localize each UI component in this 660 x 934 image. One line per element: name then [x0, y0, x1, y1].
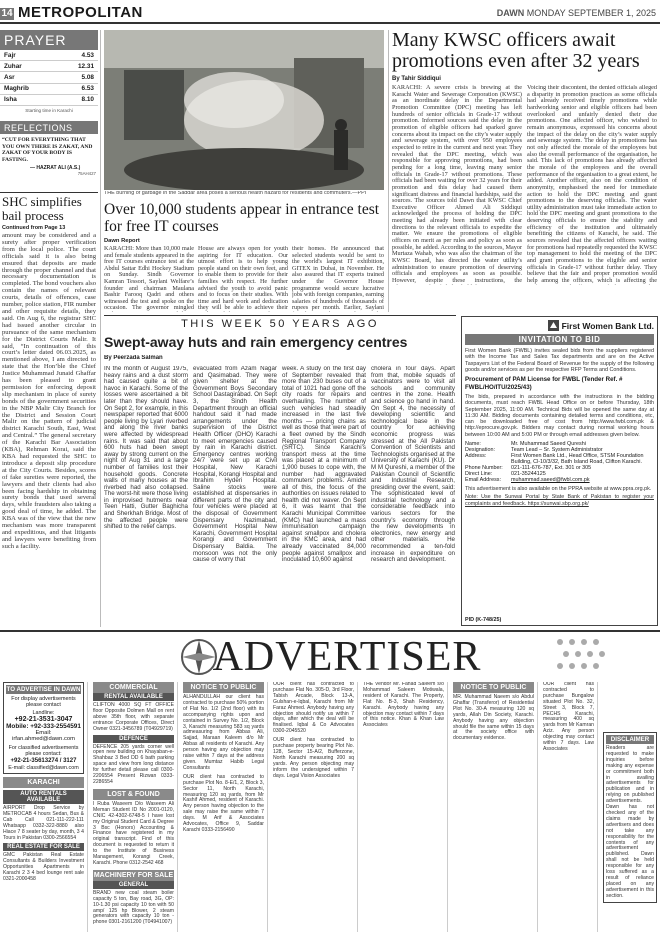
notice-ad-6: MR. Muhammad Naeem s/o Abdul Ghaffar (Transferor) of Residential Plot No. 30-A measuring 120 sq yards, Allah Din Society, Karachi. Anybody having any objection should file the same within 15 days at the society office with documentary evidence. — [453, 694, 534, 742]
city-header: KARACHI — [3, 777, 84, 788]
sidebar-story — [0, 195, 98, 627]
notice-ad-4: OUR client has contracted to purchase property bearing Plot No. 128, Sector 15-A/2, Bufferzone, North Karachi measuring 200 sq yards. Any person objecting may inform the undersigned within 7 days. Legal Vision Associates — [273, 737, 354, 779]
advertise-info-mobile — [6, 723, 81, 730]
defence-ad: DEFENCE 205 yards corner well open new building on Khayaban-e-Shahbaz 3 Bed DD 6 bath parking space and view from long distance for further detail please call 0300-2206554 Present Rizwan 0333-2286554 — [93, 743, 174, 785]
fifty-years-headline: Swept-away huts and rain emergency centres — [104, 334, 408, 350]
reflections-quote: “CUT FOR EVERYTHING THAT YOU OWN THERE IS ZAKAT, AND ZAKAT OF YOUR BODY IS FASTING. — [2, 137, 93, 163]
fifty-years-body — [104, 366, 456, 624]
photo-caption: THE burning of garbage in the Saddar area poses a serious health hazard for residents and commuters.—PPI — [104, 191, 367, 196]
advertise-info-text-1: For display advertisements please contact — [11, 696, 76, 708]
exam-story-headline: Over 10,000 students appear in entrance test for free IT courses — [104, 202, 380, 235]
advertise-info-mobile-label: Mobile: — [6, 723, 29, 730]
fifty-years-banner: THIS WEEK 50 YEARS AGO — [181, 318, 379, 330]
classified-col-8 — [600, 682, 660, 932]
bank-ad — [461, 316, 658, 626]
classified-col-1 — [0, 682, 88, 932]
prayer-box — [0, 30, 98, 114]
sidebar-divider — [100, 30, 101, 627]
contact-phone: 021-111-676-787, Ext. 301 or 305 — [511, 465, 592, 472]
real-estate-header: REAL ESTATE FOR SALE — [3, 843, 84, 851]
contact-email-label: Email Address: — [465, 477, 501, 484]
page-number: 14 — [1, 8, 13, 19]
fifty-years-col-4: cholera in four days. Apart from that, mobile squads of vaccinators were to visit all schools and community centres in the zone. Health and science go hand in hand. On Sept 4, the necessity of developing scientific and technological base in the country for achieving economic progress was stressed at the All Pakistan Convention of Scientists and Technologists organised at the University of Karachi (KU). Dr M M Qureshi, a member of the Pakistan Council of Scientific and Industrial Research, presiding over the event, said: The sophisticated level of industrial technology and a considerable feedback into various sectors for the country’s economy through the new developments in electronics, new energy and other materials. He recommended a ten-fold increase in expenditure on research and development. — [371, 366, 455, 564]
contact-dir-label: Direct Line: — [465, 471, 493, 478]
sidebar-rule — [0, 192, 98, 193]
rental-ad: CLIFTON 4000 SQ FT OFFICE floor Opposite Dolmen Mall on rent above 35th floor, with separate entrance Corporate Offices, Direct Owner 0321-3456789 (T04929719) — [93, 702, 174, 732]
advertise-info-email — [6, 730, 81, 742]
contact-name: Mr. Muhammad Saeed Qureshi — [511, 441, 586, 448]
lead-story-headline: Many KWSC officers await promotions even after 32 years — [392, 30, 640, 72]
prayer-note: Starting time in Karachi — [25, 107, 73, 113]
defence-header: DEFENCE — [93, 735, 174, 743]
notice-header-1: NOTICE TO PUBLIC — [183, 682, 264, 693]
prayer-time: 6.53 — [81, 85, 94, 93]
bank-ad-body: The bids, prepared in accordance with the instructions in the bidding documents, must reach FWBL Head Office on or before Thursday, 18th September 2025, 11:00 AM. Technical Bids will be opened the same day at 11:30 AM. Bidding documents containing detailed terms and conditions, etc, can be downloaded free of cost from http://www.fwbl.com.pk & http://eprocure.gov.pk. Bidders may contact during normal working hours between 10:00 AM and 5:00 PM or through email addresses given below. — [465, 394, 654, 438]
lead-story-body-2: Voicing their discontent, the denied officials alleged a disparity in promotion practices as some officials had already received timely promotions while hardworking senior and eligible officers had been overlooked and unfairly denied their due promotions. One affected officer, who wished to remain anonymous, expressed his concerns about the impact of the delay on the city’s water supply and sewerage system. The delay in promotions has not only affected the morale of the employees but also the overall performance of the organisation, he said. This lack of promotions has already affected the morale of the employees and the overall performance of the organisation to a great extent, he added. Another officer, also on the condition of anonymity, emphasised the need for immediate action to hold the DPC meeting and grant promotions to the deserving officials. The water utility administration must take immediate action to hold the DPC meeting and grant promotions to the deserving officials to ensure the stability and efficiency of the institution and ultimately benefiting the citizens of Karachi, he said. The sources revealed that the affected officers waiting for promotions had repeatedly requested the KWSC top management to hold the meeting of the DPC and grant promotions to the eligible and senior officials in Grade-17 without further delay. They believe that the fair and proper promotion would help among the officers, which is affecting the — [527, 85, 657, 285]
masthead-rule — [0, 22, 660, 24]
advertise-info-text-2: For classified advertisements please contact: — [8, 745, 79, 757]
prayer-time: 8.10 — [81, 96, 94, 104]
bank-ad-note: Note: Use the Sunwai Portal by State Bank of Pakistan to register your complaints and feedback. https://sunwai.sbp.org.pk/ — [465, 494, 654, 507]
exam-story-col-2: House are always open for youth aspiring for IT education. Our utmost effort is to help young people stand on their own feet, and to enable them to provide for their families with respect. He further advised the youth to avoid panic and to focus on their studies. With time and hard work and dedication they will be able to achieve their — [198, 246, 288, 312]
fifty-years-col-1: IN the month of August 1975, heavy rains and a dust storm had caused quite a bit of havoc in Karachi. Some of the losses were ascertained a bit later than they should have. On Sept 2, for example, in this newspaper reported that 6000 people living by Lyari riverbed and along the river banks were affected by widespread rains. It was said that about 600 huts had been swept away by strong current on the night of Aug 31 and a large number of families lost their household goods. Concrete walls of many houses at the riverbed had also collapsed. The worst-hit were those living in improvised hutments near Teen Hatti, Gutter Baghicha and Sherkhah Bridge. Most of the affected people were shifted to the relief camps. — [104, 366, 188, 531]
disclaimer-text: Readers are requested to make inquiries before making any expense or commitment both in availing advertisements for publication and in relying on published advertisements. Dawn has not checked any of the claims made by advertisers and does not take any responsibility for the contents of any advertisement published. Dawn shall not be held responsible for any loss suffered as a result of reliance placed on any advertisement in this section. — [606, 745, 654, 899]
advertiser-title: ADVERTISER — [212, 634, 482, 680]
disclaimer-box — [603, 732, 657, 903]
bank-name: First Women Bank Ltd. — [561, 320, 654, 331]
prayer-name: Zuhar — [4, 62, 22, 70]
bank-ad-intro: First Women Bank (FWBL) invites sealed bids from the suppliers registered with the Income Tax and Sales Tax departments and are on the Active Taxpayers List of the Federal Board of Revenue for the supply of the following goods and/or services as per the respective RFP Terms and Conditions. — [465, 348, 654, 373]
fifty-years-col-2: evacuated from Azam Nagar and Qasimabad. They were given shelter at the Government Boys Secondary School Dastagirabad. On Sept 3, the Sindh Health Department through an official handout said it had made arrangements under the supervision of the District Health Officer (DHO) Karachi to meet emergencies caused by rain in Karachi district. Emergency centres working 24/7 were set up at Civil Hospital, New Karachi Hospital, Korangi Hospital and Ibrahim Hyderi Hospital. Saline stocks were established at dispensaries in different parts of the city and four vehicles were placed at the disposal of Government Dispensary Nazimabad, Government Hospital New Karachi, Government Hospital Korangi and Government Dispensary Baldia. The monsoon was not the only cause of worry that — [193, 366, 277, 564]
machinery-ad: BRAND new coal steam boiler capacity 5 ton, Bay road, 3G, OP: 10-1.30 psi capacity 10 ton with 50 amp/ 125 hp Blower, 2 steam generators with capacity 10 ton - phone 0301-2161200 (T04941007) — [93, 889, 174, 926]
lost-found-ad: I Ruba Waseem D/o Waseem Ali Meman Student ID No 2001-0120, CNIC 42-4302-6748-5 I have lost my Original Student Card & Degree 3 Bsc (Honors) Accounting & Finance have registered in my original transcript. Find of this document is requested to return it to the Institute of Business Management, Korangi Creek, Karachi. Phone 0312-2542 468 — [93, 800, 174, 866]
fifty-years-col-3: week. A study on the first day of September revealed that more than 230 buses out of a total of 1021 had gone off the city roads for repairs and overhauling. The number of such vehicles had steadily increased in the last five months — pricing chains as well as those that were part of a fleet owned by the Sindh Regional Transport Company (SRTC). Since Karachi’s transport mess at the time was placed at a minimum of 1,900 buses to cope with, the number had aggravated commuters’ problems. Amidst all of this, the focus of the authorities on issues related to health did not waver. On Sept 6, it was learnt that the Karachi Municipal Committee (KMC) had launched a mass immunisation campaign against smallpox and cholera in the KMC area, and had already vaccinated 84,000 people against smallpox and inoculated 10,600 against — [282, 366, 366, 564]
lead-divider — [388, 30, 389, 312]
garbage-photo-art — [104, 30, 384, 190]
lead-story-byline: By Tahir Siddiqui — [392, 76, 441, 82]
exam-story — [104, 202, 384, 312]
prayer-time: 5.08 — [81, 73, 94, 81]
reflections-box — [0, 121, 98, 187]
prayer-title: PRAYER — [0, 30, 98, 50]
section-title: METROPOLITAN — [18, 4, 143, 21]
commercial-header: COMMERCIAL — [93, 682, 174, 693]
prayer-name: Fajr — [4, 51, 16, 59]
prayer-row — [0, 72, 98, 83]
contact-phone-label: Phone Number: — [465, 465, 503, 472]
prayer-name: Isha — [4, 96, 17, 104]
prayer-name: Asr — [4, 73, 15, 81]
bank-ad-contacts — [465, 441, 654, 483]
contact-dir: 021-35244125 — [511, 471, 546, 478]
fifty-years-byline: By Peerzada Salman — [104, 355, 163, 361]
masthead-dateline — [420, 8, 656, 20]
auto-rentals-ad: AIRPORT Drop Service by METROCAB 4 hours Sedan, Bus & Cab Call 021-111-222-111 Whatsapp 0332-322-8880 also Hiace 7 8 seater by day, month, 3 4 Tours in Pakistan 0300-2566554 — [3, 805, 84, 841]
notice-ad-1: ALHANDULLAH our client has contracted to purchase 50% portion of Flat No. 1/2 (2nd floor) with its accompanying rights upon and contained in Survey No. 1/2, Block 3, Karachi measuring 583 sq yards admeasuring from Abbas Ali, Sajjad, Maraan Kaleem d/o Mr Abbas all residents of Karachi. Any person having any objection may raise within 7 days at the address given. Mumtaz Habib Legal Consultants — [183, 694, 264, 771]
disclaimer-title: DISCLAIMER — [606, 735, 654, 744]
fifty-years-top-rule — [104, 315, 456, 316]
advertise-info-phone: +92-21-3531-3047 — [14, 716, 73, 723]
contact-name-label: Name: — [465, 441, 481, 448]
notice-ad-3: OUR client has contracted to purchase Flat No. 305-D, 3rd Floor, Tabish Arcade, Block 13-A, Gulshan-e-Iqbal, Karachi from Mr Faraz Ahmed. Anybody having any objection should notify us within 7 days, after which the deal will be finalised. Iqbal & Co Advocates 0300-2045520 — [273, 682, 354, 735]
advertise-info-landline-label: Landline: — [32, 710, 55, 716]
prayer-row — [0, 50, 98, 61]
prayer-row — [0, 61, 98, 72]
classified-col-6 — [450, 682, 538, 932]
classified-col-3 — [180, 682, 268, 932]
issue-date: MONDAY SEPTEMBER 1, 2025 — [526, 8, 656, 18]
reflections-ref: 75AH427 — [77, 171, 96, 177]
advertise-info-phone2: +92-21-35613274 / 3127 — [10, 758, 77, 764]
prayer-name: Maghrib — [4, 85, 29, 93]
auto-rentals-header: AUTO RENTALS AVAILABLE — [3, 790, 84, 804]
real-estate-ad: GMC Pakistan Real Estate Consultants & Builders Investment Opportunities Apartments in Karachi 2 3 4 bed lounge rent sale 0321-2000458 — [3, 852, 84, 883]
notice-header-2: NOTICE TO PUBLIC — [453, 682, 534, 693]
bank-ad-title: INVITATION TO BID — [465, 334, 654, 345]
contact-desig-label: Designation: — [465, 447, 495, 454]
advertise-info-title: TO ADVERTISE IN DAWN — [6, 686, 81, 693]
rental-header: RENTAL AVAILABLE — [93, 693, 174, 701]
bank-ad-pid: PID (K-748/25) — [465, 617, 502, 623]
prayer-time: 4.53 — [81, 51, 94, 59]
advertise-info-email-label: Email: — [35, 730, 52, 736]
contact-addr-label: Address: — [465, 453, 487, 460]
banner-dots-decoration — [520, 632, 660, 680]
bank-ad-footer: This advertisement is also available on the PPRA website at www.ppra.org.pk. — [465, 486, 652, 493]
contact-desig: Team Lead – Sr. System Administrator — [511, 447, 603, 454]
reflections-title: REFLECTIONS — [0, 121, 98, 134]
sidebar-story-continued: Continued from Page 13 — [2, 225, 66, 231]
advertise-info-email-address[interactable]: irfan.ahmed@dawn.com — [12, 736, 75, 742]
paper-name: DAWN — [496, 8, 525, 18]
notice-ad-5: THE Vendor Mr. Fahad Saleem s/o Mohammad Saleem Motiwala, resident of Karachi. The Property, Flat No. B-3, Shah Residency, Karachi. Anybody having any objection may contact within 7 days of this notice. Khan & Khan Law Associates — [363, 682, 444, 729]
contact-addr: First Women Bank Ltd., Head Office, STSM Foundation Building, Cl-10/3/32, Bath Island Road, Clifton Karachi. — [511, 453, 644, 466]
garbage-photo — [104, 30, 384, 190]
exam-story-byline: Dawn Report — [104, 238, 140, 244]
lost-found-header: LOST & FOUND — [93, 789, 174, 800]
bank-ad-procurement: Procurement of PAM License for FWBL (Tender Ref. # FWBL/HO/ITU/2025/43) — [465, 376, 623, 391]
notice-ad-2: OUR client has contracted to purchase Plot No. 8-E/1, 2, Block 3, Sector 11, North Karachi, measuring 120 sq yards, from Mr Kashif Ahmed, resident of Karachi. Any person having objection to the sale may raise the same within 7 days. M Arif & Associates Advocates, Office 9, Saddar Karachi 0333-2156490 — [183, 773, 264, 833]
reflections-source: — HAZRAT ALI (A.S.) — [30, 165, 81, 172]
classified-col-2 — [90, 682, 178, 932]
classified-col-4 — [270, 682, 358, 932]
bank-logo-icon — [548, 320, 559, 331]
advertise-info-box — [3, 682, 84, 774]
general-header: GENERAL — [93, 881, 174, 889]
sidebar-story-headline: SHC simplifies bail process — [2, 195, 82, 223]
prayer-row — [0, 95, 98, 106]
notice-ad-7: OUR client has contracted to purchase Bungalow situated Plot No. 32, Street 3, Block 7, PECHS Karachi, measuring 400 sq yards from Mr Kamran Aziz. Any person objecting may contact within 7 days. Law Associates — [543, 682, 594, 752]
prayer-row — [0, 84, 98, 95]
contact-email[interactable]: muhammad.saeed@fwbl.com.pk — [511, 477, 590, 484]
classified-col-5 — [360, 682, 448, 932]
advertiser-banner — [0, 630, 660, 680]
classified-col-7 — [540, 682, 598, 932]
advertise-info-mobile-number: +92-333-2554591 — [30, 723, 81, 730]
advertise-info-email2[interactable]: E-mail: classified@dawn.com — [8, 765, 79, 771]
exam-story-col-3: their homes. He announced that selected students would be sent to the world's largest IT exhibition, GITEX in Dubai, in November. He also assured that IT experts trained under the Governor House programme would secure lucrative jobs with foreign companies, earning salaries of hundreds of thousands of rupees per month. Earlier, Saylani — [292, 246, 384, 312]
prayer-time: 12.31 — [78, 62, 94, 70]
lead-story — [392, 30, 658, 312]
machinery-header: MACHINERY FOR SALE — [93, 871, 174, 879]
exam-story-col-1: KARACHI: More than 10,000 male and female students appeared in the free IT courses entrance test at the Abdul Sattar Edhi Hockey Stadium on Sunday. Sindh Governor Kamran Tessori, Saylani Welfare’s founder and chairman Maulana Bashir Farooq Qadri and others witnessed the test and spoke on the occasion. The governor mingled — [104, 246, 194, 312]
sidebar-story-body: amount may be considered and a surety after proper verification from the local police. The court officials said it is also being ensured that deposits are made through the proper channel and that necessary documentation is completed. The bond vouchers also contain the names of relevant courts, details of offences, case number, police station, FIR number and other requisite details, they said. On Aug 6, the registrar SHC had issued another circular in pursuance of the same mechanism for the District Courts Malir. It said, “In continuation of this court’s letter dated 06.03.2025, as mentioned above, I am directed to state that the Hon’ble the Chief Justice Muhammad Junaid Ghaffar has been pleased to grant permission for enforcing deposit slip mechanism in place of surety bonds of the government securities in the NBP Malir City Branch for the District and Session Court Malir on the pattern of judicial district Karachi South, East, West and Central.” The general secretary of the Karachi Bar Association (KBA), Rehman Korai, said the KBA had requested the SHC to introduce a deposit slip procedure at the City Courts. Besides, scores of fake sureties were reported, the lawyers and their clients had also been facing hardship in obtaining surety bonds that used several days, while fraudsters also taking a good deal of time, he added. The KBA was of the view that the new mechanism was more transparent and expeditious, and that litigants and lawyers were benefiting from such a facility. — [2, 232, 96, 550]
lead-story-body-1: KARACHI: A severe crisis is brewing at the Karachi Water and Sewerage Corporation (KWSC) as an inordinate delay in the Departmental Promotion Committee (DPC) meeting has left hundreds of senior officials in Grade-17 without promotion. Informed sources said the delay in the promotion of eligible officers had sparked grave concerns about its impact on the city’s water supply and sewerage system, with over 950 employees expected to retire in the current and next year. They revealed that the DPC meeting, which was responsible for approving promotions, had been pending for a long time, leaving many senior officials in Grade-17 without promotions. These officials had been waiting for over 32 years for their promotion and this delay had caused them significant distress and financial hardships, said the sources. The sources told Dawn that KWSC Chief Executive Officer Ahmed Ali Siddiqui acknowledged the process of holding the DPC meeting had already been initiated with clear directions to the relevant officials to expedite the matter. We ensure the promotions of eligible officers on merit as per rules and policy as soon as possible, he added. According to the sources, Mayor Murtaza Wahab, who was also the chairman of the KWSC Board, has directed the water utility’s administration to ensure promotion of deserving officials and employees as soon as possible. However, despite these instructions, the — [392, 85, 522, 285]
